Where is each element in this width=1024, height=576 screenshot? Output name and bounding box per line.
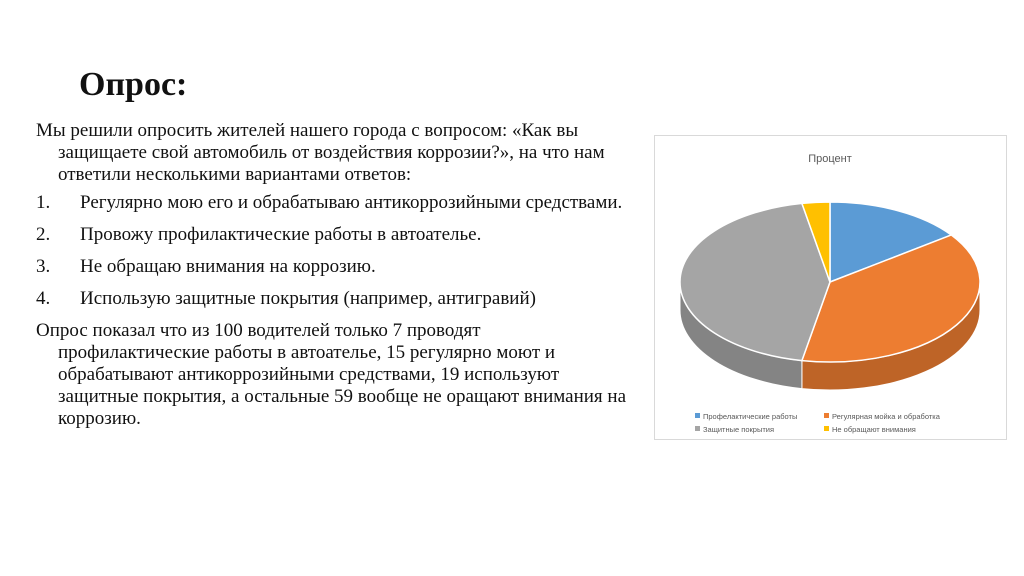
slide-title: Опрос: [79,66,188,103]
conclusion-paragraph: Опрос показал что из 100 водителей только 7 проводят профилактические работы в автоателье, 15 регулярно моют и обрабатывают антикоррозийными средствами, 19 используют защитные покрытия, а остальные 59 вообще не оращают внимания на коррозию. [36,320,626,429]
chart-title: Процент [808,153,852,165]
answer-text: Регулярно мою его и обрабатываю антикоррозийными средствами. [80,192,623,213]
intro-paragraph: Мы решили опросить жителей нашего города с вопросом: «Как вы защищаете свой автомобиль от воздействия коррозии?», на что нам ответили несколькими вариантами ответов: [36,120,605,185]
answer-item [36,192,626,214]
answer-item [36,256,626,278]
legend-swatch [824,413,829,418]
legend-swatch [695,426,700,431]
answer-number: 3. [36,256,51,277]
answer-number: 4. [36,288,51,309]
answer-text: Использую защитные покрытия (например, антигравий) [80,288,536,309]
legend-label: Регулярная мойка и обработка [832,412,940,421]
pie-chart-canvas [655,136,1006,439]
slide-body [36,120,626,434]
legend-label: Не обращают внимания [832,425,916,434]
legend-label: Профелактические работы [703,412,798,421]
answer-item [36,288,626,310]
answer-text: Не обращаю внимания на коррозию. [80,256,376,277]
answer-number: 2. [36,224,51,245]
legend-swatch [824,426,829,431]
answer-item [36,224,626,246]
legend-swatch [695,413,700,418]
answer-text: Провожу профилактические работы в автоателье. [80,224,482,245]
answer-number: 1. [36,192,51,213]
pie-chart [654,135,1007,440]
legend-label: Защитные покрытия [703,425,775,434]
